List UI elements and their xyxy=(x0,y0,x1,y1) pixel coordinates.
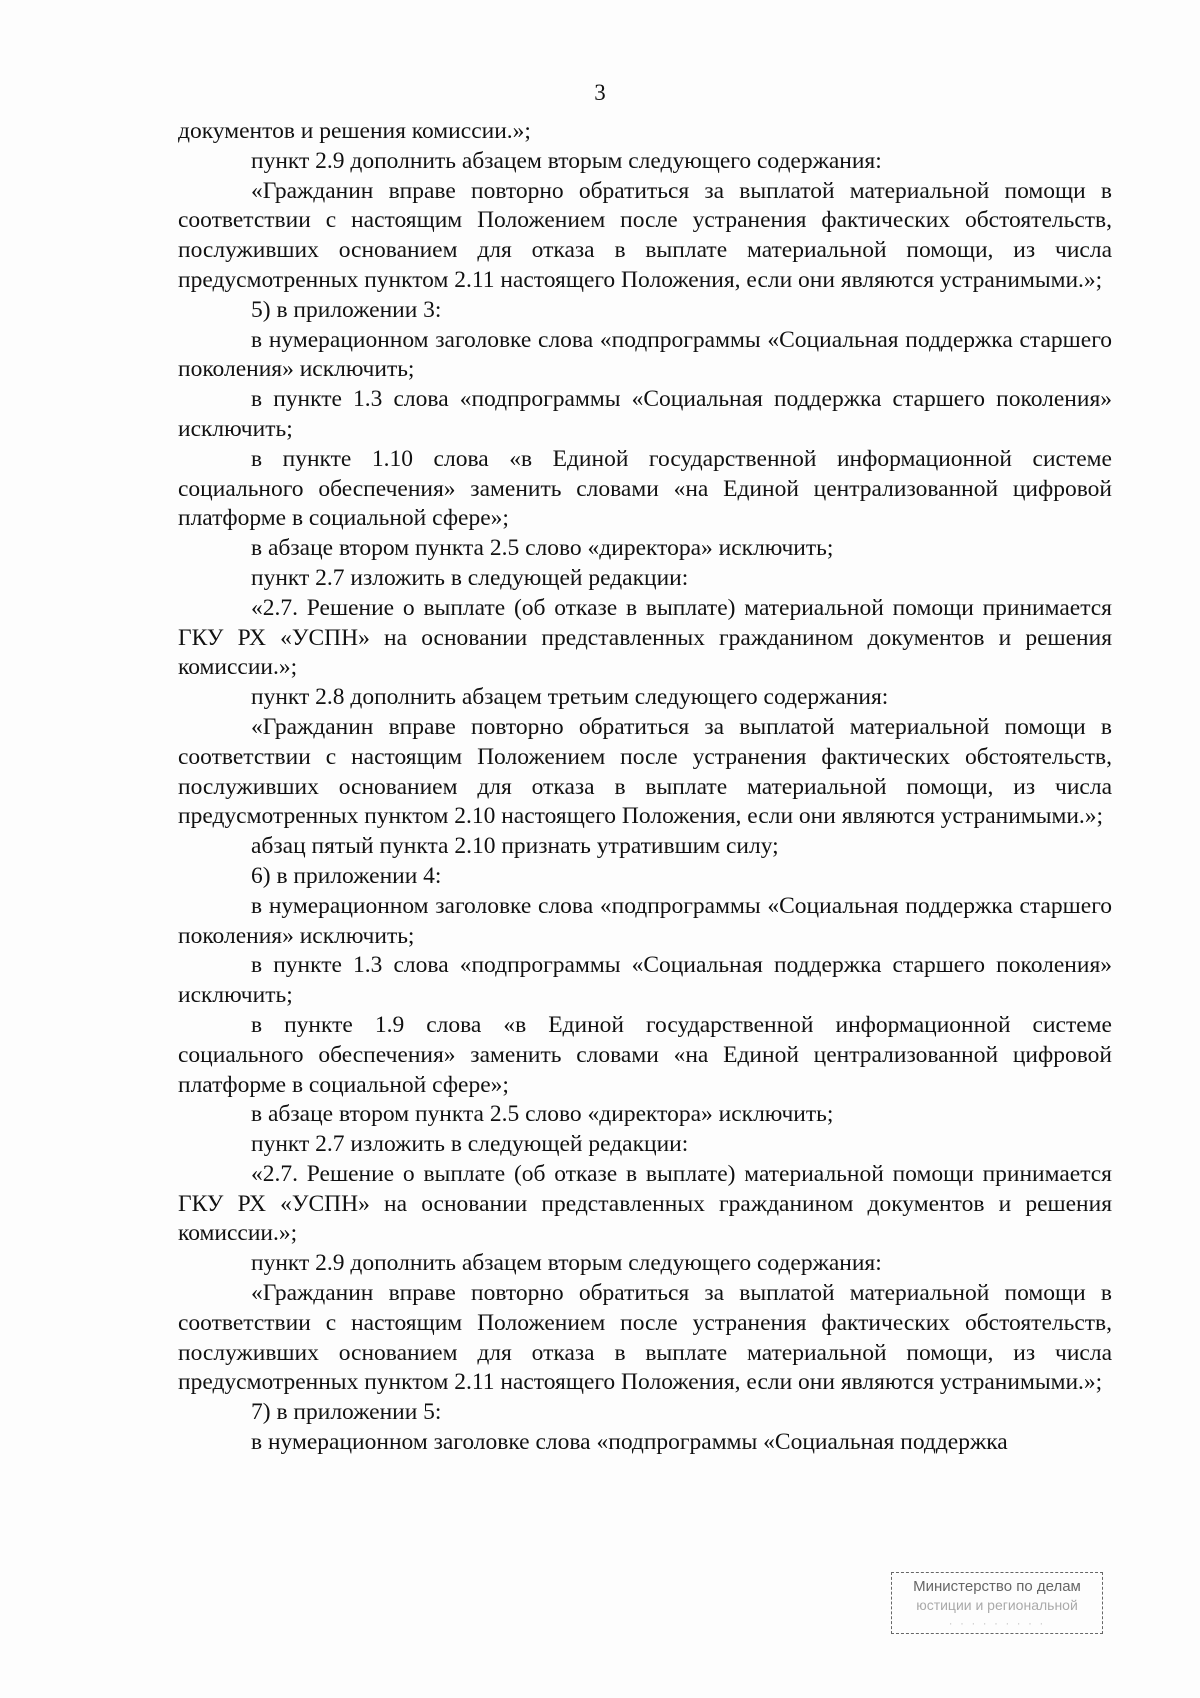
registration-stamp xyxy=(891,1572,1103,1634)
paragraph: пункт 2.7 изложить в следующей редакции: xyxy=(251,1131,689,1158)
paragraph: в абзаце втором пункта 2.5 слово «директора» исключить; xyxy=(251,535,834,562)
paragraph: в нумерационном заголовке слова «подпрограммы «Социальная поддержка старшего поколения» исключить; xyxy=(178,326,1112,383)
paragraph: документов и решения комиссии.»; xyxy=(178,118,531,144)
paragraph: в пункте 1.10 слова «в Единой государственной информационной системе социального обеспечения» заменить словами «на Единой централизованной цифровой платформе в социальной сфере»; xyxy=(178,445,1112,532)
paragraph: в нумерационном заголовке слова «подпрограммы «Социальная поддержка старшего поколения» исключить; xyxy=(178,892,1112,949)
paragraph: 5) в приложении 3: xyxy=(251,296,442,323)
stamp-line-3: · · · · · · · · · xyxy=(948,1616,1046,1630)
document-body xyxy=(178,117,1112,1458)
stamp-line-2: юстиции и региональной xyxy=(916,1597,1078,1613)
paragraph: «2.7. Решение о выплате (об отказе в выплате) материальной помощи принимается ГКУ РХ «УСПН» на основании представленных гражданином документов и решения комиссии.»; xyxy=(178,1160,1112,1247)
page-number: 3 xyxy=(594,80,606,105)
paragraph: пункт 2.9 дополнить абзацем вторым следующего содержания: xyxy=(251,1250,882,1277)
paragraph: абзац пятый пункта 2.10 признать утратившим силу; xyxy=(251,833,779,860)
paragraph: «Гражданин вправе повторно обратиться за выплатой материальной помощи в соответствии с настоящим Положением после устранения фактических обстоятельств, послуживших основанием для отказа в выплате материальной помощи, из числа предусмотренных пунктом 2.10 настоящего Положения, если они являются устранимыми.»; xyxy=(178,713,1112,830)
paragraph: в пункте 1.3 слова «подпрограммы «Социальная поддержка старшего поколения» исключить; xyxy=(178,952,1112,1009)
stamp-line-1: Министерство по делам xyxy=(913,1578,1081,1595)
paragraph: в абзаце втором пункта 2.5 слово «директора» исключить; xyxy=(251,1101,834,1128)
paragraph: пункт 2.7 изложить в следующей редакции: xyxy=(251,564,689,591)
paragraph: 6) в приложении 4: xyxy=(251,862,442,889)
paragraph: в пункте 1.9 слова «в Единой государственной информационной системе социального обеспечения» заменить словами «на Единой централизованной цифровой платформе в социальной сфере»; xyxy=(178,1011,1112,1098)
paragraph: 7) в приложении 5: xyxy=(251,1399,442,1426)
paragraph: в пункте 1.3 слова «подпрограммы «Социальная поддержка старшего поколения» исключить; xyxy=(178,386,1112,442)
paragraph: «2.7. Решение о выплате (об отказе в выплате) материальной помощи принимается ГКУ РХ «УСПН» на основании представленных гражданином документов и решения комиссии.»; xyxy=(178,594,1112,681)
paragraph: пункт 2.8 дополнить абзацем третьим следующего содержания: xyxy=(251,684,889,711)
paragraph: пункт 2.9 дополнить абзацем вторым следующего содержания: xyxy=(251,147,882,174)
paragraph: «Гражданин вправе повторно обратиться за выплатой материальной помощи в соответствии с настоящим Положением после устранения фактических обстоятельств, послуживших основанием для отказа в выплате материальной помощи, из числа предусмотренных пунктом 2.11 настоящего Положения, если они являются устранимыми.»; xyxy=(178,177,1112,293)
paragraph: в нумерационном заголовке слова «подпрограммы «Социальная поддержка xyxy=(251,1429,1008,1456)
paragraph: «Гражданин вправе повторно обратиться за выплатой материальной помощи в соответствии с настоящим Положением после устранения фактических обстоятельств, послуживших основанием для отказа в выплате материальной помощи, из числа предусмотренных пунктом 2.11 настоящего Положения, если они являются устранимыми.»; xyxy=(178,1280,1112,1396)
